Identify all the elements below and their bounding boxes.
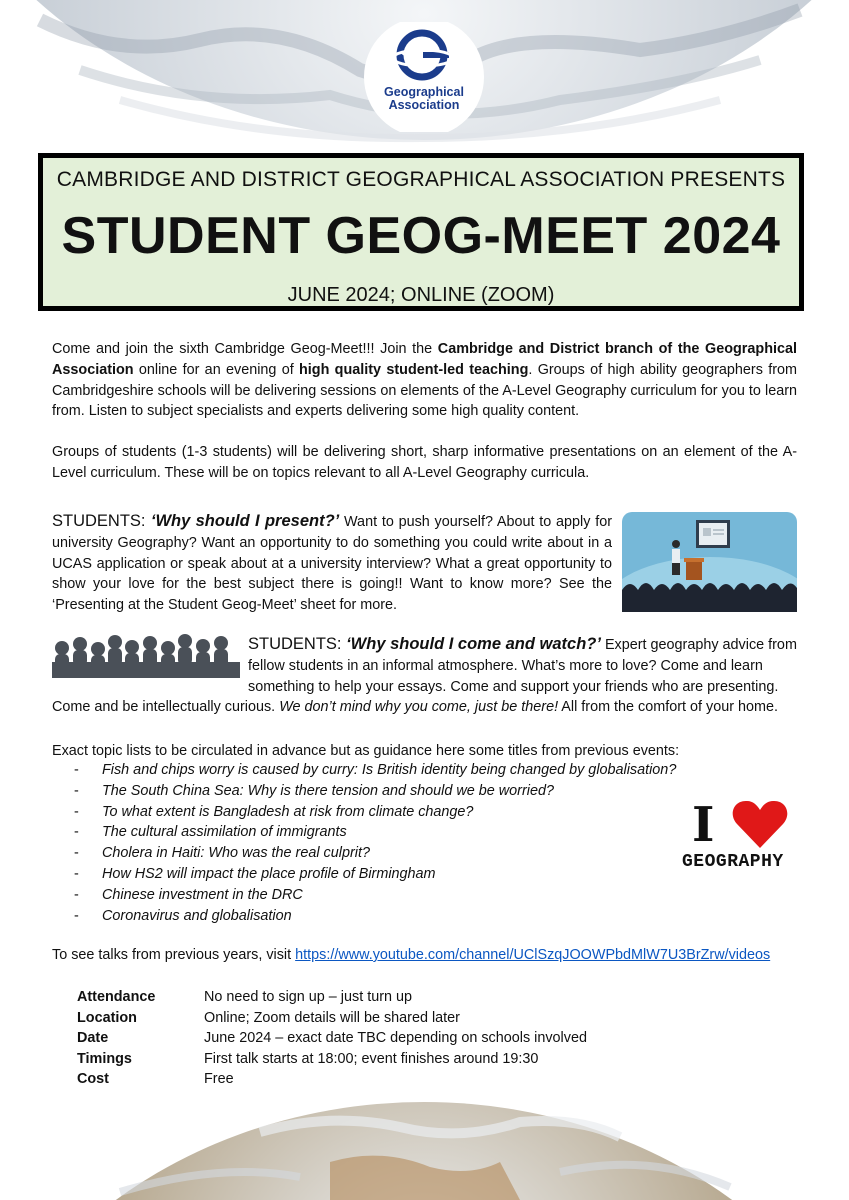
event-details-table <box>77 987 587 1090</box>
detail-value: June 2024 – exact date TBC depending on schools involved <box>204 1030 587 1047</box>
intro-text-a: Come and join the sixth Cambridge Geog-Meet!!! Join the <box>52 341 438 357</box>
heart-icon <box>732 800 788 850</box>
logo-text-line2: Association <box>388 98 460 112</box>
table-row <box>77 1049 587 1070</box>
list-item: - How HS2 will impact the place profile of Birmingham <box>74 864 694 885</box>
watch-question: ‘Why should I come and watch?’ <box>346 635 601 653</box>
watch-italic: We don’t mind why you come, just be there! <box>279 699 559 716</box>
present-question: ‘Why should I present?’ <box>150 512 340 530</box>
intro-text-c: online for an evening of <box>133 361 300 378</box>
table-row <box>77 987 587 1008</box>
event-date-location: JUNE 2024; ONLINE (ZOOM) <box>287 284 555 306</box>
watch-body: Expert geography advice from fellow students in an informal atmosphere. What’s more to love? Come and learn something to help your essays. Come and support your friends who are presenting. Come and be intellectually curious. <box>52 637 797 716</box>
watch-lead: STUDENTS: <box>248 635 347 653</box>
youtube-channel-link[interactable]: https://www.youtube.com/channel/UClSzqJOOWPbdMlW7U3BrZrw/videos <box>295 947 771 963</box>
detail-label: Cost <box>77 1071 109 1088</box>
love-word-geography: GEOGRAPHY <box>682 852 784 872</box>
intro-text-e: . Groups of high ability geographers from Cambridgeshire schools will be delivering sessions on elements of the A-Level Geography curriculum for you to learn from. Listen to subject specialists and experts delivering some high quality content. <box>52 361 797 420</box>
title-box <box>38 153 804 311</box>
table-row <box>77 1069 587 1090</box>
watch-end: All from the comfort of your home. <box>558 699 779 716</box>
detail-label: Attendance <box>77 989 156 1005</box>
detail-label: Timings <box>77 1050 132 1067</box>
logo-text-line1: Geographical <box>384 85 464 99</box>
table-row <box>77 1028 587 1049</box>
love-letter-i: I <box>692 797 715 853</box>
present-body: Want to push yourself? About to apply for university Geography? Want an opportunity to do something you could write about in a UCAS application or speak about at a university interview? What a great opportunity to show your love for the best subject there is going!! Want to know more? See the ‘Presenting at the Student Geog-Meet’ sheet for more. <box>52 514 613 614</box>
list-item: - The South China Sea: Why is there tension and should we be worried? <box>74 781 694 802</box>
present-lead: STUDENTS: <box>52 512 151 530</box>
detail-value: First talk starts at 18:00; event finishes around 19:30 <box>204 1050 539 1067</box>
list-item: - Fish and chips worry is caused by curry: Is British identity being changed by globalisation? <box>74 760 694 781</box>
event-title: STUDENT GEOG-MEET 2024 <box>61 207 781 265</box>
detail-label: Date <box>77 1030 109 1047</box>
list-item: - Coronavirus and globalisation <box>74 906 694 927</box>
why-watch-section <box>52 634 797 718</box>
list-item: - Cholera in Haiti: Who was the real culprit? <box>74 843 694 864</box>
presents-heading: CAMBRIDGE AND DISTRICT GEOGRAPHICAL ASSOCIATION PRESENTS <box>56 168 786 191</box>
table-row <box>77 1008 587 1029</box>
presenter-illustration <box>622 512 797 612</box>
geographical-association-logo <box>363 22 485 132</box>
topics-intro: Exact topic lists to be circulated in advance but as guidance here some titles from previous events: <box>52 743 680 759</box>
detail-value: No need to sign up – just turn up <box>204 989 413 1005</box>
earth-bottom-image <box>0 1092 849 1200</box>
i-love-geography-badge <box>680 798 800 878</box>
intro-paragraph <box>52 339 797 422</box>
intro-branch-bold: Cambridge and District branch of the Geographical Association <box>52 341 797 378</box>
detail-value: Free <box>204 1071 234 1088</box>
why-present-paragraph <box>52 511 612 616</box>
intro-teaching-bold: high quality student-led teaching <box>299 361 529 378</box>
topic-list <box>74 760 694 926</box>
detail-value: Online; Zoom details will be shared later <box>204 1009 460 1026</box>
list-item: - The cultural assimilation of immigrants <box>74 822 694 843</box>
crowd-silhouette-image <box>52 634 240 678</box>
list-item: - To what extent is Bangladesh at risk from climate change? <box>74 802 694 823</box>
previous-talks-line <box>52 945 812 966</box>
groups-paragraph: Groups of students (1-3 students) will be delivering short, sharp informative presentations on an element of the A-Level curriculum. These will be on topics relevant to all A-Level Geography curricula. <box>52 444 797 481</box>
list-item: - Chinese investment in the DRC <box>74 885 694 906</box>
talks-text: To see talks from previous years, visit <box>52 947 296 963</box>
detail-label: Location <box>77 1009 137 1026</box>
